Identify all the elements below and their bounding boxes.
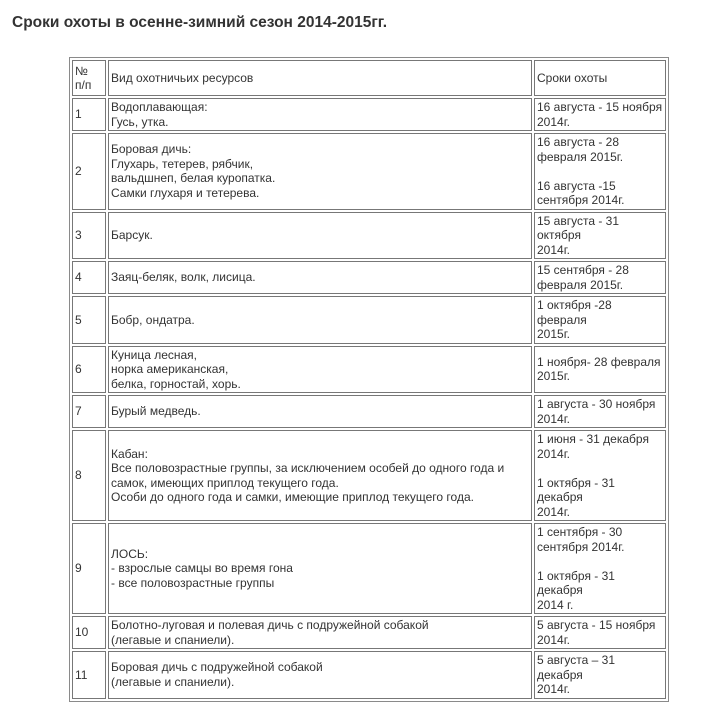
table-row [72,430,666,521]
season-line: 2015г. [537,369,570,384]
resource-line: (легавые и спаниели). [111,674,235,689]
season-line: 1 августа - 30 ноября [537,397,656,411]
season-line: 2014г. [537,504,570,519]
resource-line: Заяц-беляк, волк, лисица. [111,270,256,285]
resource-line: ЛОСЬ: [111,546,149,561]
season-line: февраля 2015г. [537,149,624,164]
resource-line: Гусь, утка. [111,114,169,129]
resource-line: вальдшнеп, белая куропатка. [111,171,276,186]
resource-line: Боровая дичь: [111,142,192,157]
season-cell [534,296,666,344]
resource-cell [108,395,532,428]
row-number: 5 [72,296,106,344]
table-row [72,98,666,131]
season-line: 15 августа - 31 октября [537,213,620,242]
season-cell [534,430,666,521]
season-line: 1 октября - 31 декабря [537,475,615,504]
season-line: 2014г. [537,446,570,461]
resource-line: Самки глухаря и тетерева. [111,185,260,200]
season-line: 5 августа - 15 ноября [537,618,656,632]
resource-line: Барсук. [111,228,153,242]
table-row [72,616,666,649]
season-cell [534,261,666,294]
resource-cell [108,346,532,394]
table-row [72,133,666,210]
table-row [72,296,666,344]
season-line: 16 августа - 28 [537,135,620,149]
season-cell [534,133,666,210]
resource-line: Водоплавающая: [111,100,208,114]
resource-line: Боровая дичь с подружейной собакой [111,660,323,675]
row-number: 6 [72,346,106,394]
table-row [72,346,666,394]
resource-line: самок, имеющих приплод текущего года. [111,475,339,490]
resource-line: Все половозрастные группы, за исключением особей до одного года и [111,461,505,475]
season-line: 2014г. [537,682,570,696]
season-line: 2015г. [537,327,570,341]
season-line: 1 ноября- 28 февраля [537,354,661,369]
row-number: 10 [72,616,106,649]
header-number-line1: № [75,63,88,78]
period-gap [537,554,663,569]
row-number: 7 [72,395,106,428]
table-row [72,212,666,260]
row-number: 8 [72,430,106,521]
resource-cell [108,523,532,614]
resource-cell [108,296,532,344]
header-number [72,60,106,96]
season-line: сентября 2014г. [537,539,625,554]
resource-line: Глухарь, тетерев, рябчик, [111,156,254,171]
resource-cell [108,616,532,649]
resource-line: Бобр, ондатра. [111,312,195,327]
row-number: 4 [72,261,106,294]
season-cell [534,346,666,394]
table-row [72,261,666,294]
resource-line: (легавые и спаниели). [111,632,235,647]
season-line: 1 октября -28 февраля [537,298,612,327]
resource-cell [108,133,532,210]
row-number: 2 [72,133,106,210]
row-number: 9 [72,523,106,614]
resource-cell [108,261,532,294]
season-line: 2014г. [537,242,570,257]
resource-cell [108,430,532,521]
table-row [72,523,666,614]
season-line: 1 июня - 31 декабря [537,432,649,446]
season-line: 15 сентября - 28 [537,263,629,277]
season-line: 2014г. [537,632,570,647]
resource-line: Болотно-луговая и полевая дичь с подружейной собакой [111,618,429,632]
season-cell [534,98,666,131]
table-row [72,395,666,428]
header-resource: Вид охотничьих ресурсов [108,60,532,96]
season-line: сентября 2014г. [537,193,625,207]
resource-line: - все половозрастные группы [111,575,275,590]
period-gap [537,461,663,476]
table-header-row [72,60,666,96]
season-cell [534,395,666,428]
row-number: 1 [72,98,106,131]
season-line: 16 августа -15 [537,178,616,193]
page-title: Сроки охоты в осенне-зимний сезон 2014-2015гг. [12,14,388,31]
resource-line: Куница лесная, [111,347,198,362]
season-line: 5 августа – 31 декабря [537,653,616,682]
resource-cell [108,98,532,131]
resource-line: Бурый медведь. [111,404,201,419]
season-cell [534,212,666,260]
season-line: 1 сентября - 30 [537,525,623,539]
row-number: 11 [72,651,106,699]
season-cell [534,616,666,649]
season-line: 2014г. [537,411,570,426]
row-number: 3 [72,212,106,260]
hunting-seasons-table [69,57,669,702]
season-line: 2014г. [537,114,570,129]
season-cell [534,523,666,614]
resource-line: норка американская, [111,362,229,376]
period-gap [537,164,663,179]
season-line: 2014 г. [537,597,574,612]
season-line: 1 октября - 31 декабря [537,568,615,597]
header-number-line2: п/п [75,78,92,92]
season-line: февраля 2015г. [537,277,624,292]
season-line: 16 августа - 15 ноября [537,100,663,114]
resource-line: Особи до одного года и самки, имеющие приплод текущего года. [111,490,474,504]
resource-line: - взрослые самцы во время гона [111,561,293,576]
resource-line: Кабан: [111,446,148,461]
resource-line: белка, горностай, хорь. [111,376,241,391]
header-dates: Сроки охоты [534,60,666,96]
resource-cell [108,212,532,260]
